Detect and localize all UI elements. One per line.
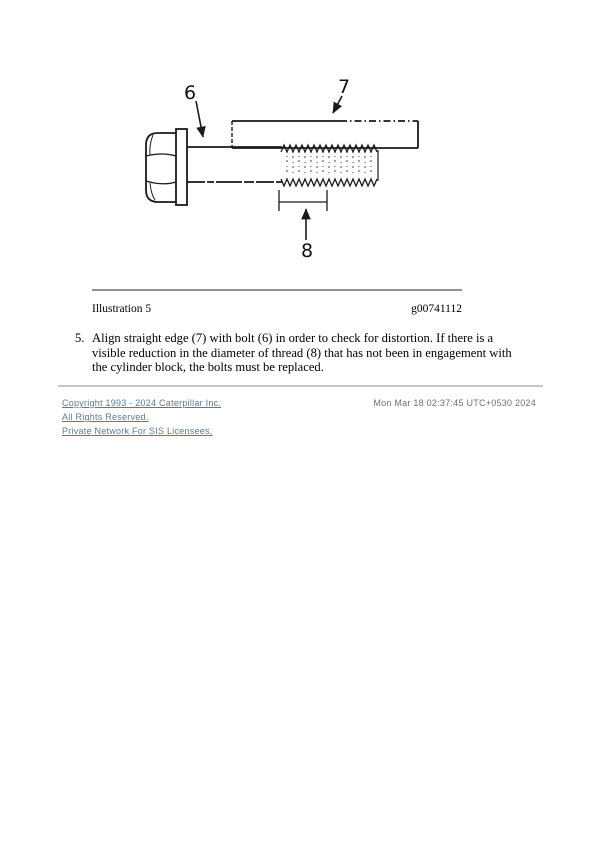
bolt-head: [146, 133, 176, 202]
footer-links: [62, 396, 221, 438]
sis-licensees-link[interactable]: Private Network For SIS Licensees.: [62, 426, 213, 436]
bolt-flange: [176, 129, 187, 205]
rights-reserved-link[interactable]: All Rights Reserved.: [62, 412, 149, 422]
thread-texture: [287, 156, 371, 176]
callout-8-label: 8: [301, 240, 314, 262]
footer-divider: [58, 385, 543, 387]
bolt-illustration: [0, 0, 600, 280]
figure-caption-row: [92, 303, 462, 315]
step-text: Align straight edge (7) with bolt (6) in order to check for distortion. If there is a visible reduction in the diameter of thread (8) that has not been in engagement with the cylinder block, the bolts must be replaced.: [92, 331, 512, 375]
copyright-link[interactable]: Copyright 1993 - 2024 Caterpillar Inc.: [62, 398, 222, 408]
instruction-step-5: [75, 331, 513, 375]
figure-divider: [92, 289, 462, 291]
callout-6-label: 6: [184, 82, 197, 104]
leader-arrow-7: [333, 96, 342, 113]
footer-timestamp: Mon Mar 18 02:37:45 UTC+0530 2024: [373, 398, 536, 408]
callout-7-label: 7: [338, 76, 351, 98]
figure-caption: Illustration 5: [92, 303, 152, 315]
bolt-threads: [281, 145, 378, 186]
thread-dimension-bracket: [279, 190, 327, 211]
leader-arrow-6: [196, 101, 203, 137]
figure-id: g00741112: [411, 303, 462, 315]
straight-edge: [232, 121, 418, 148]
bolt-shank: [187, 147, 282, 182]
step-number: 5.: [75, 331, 85, 345]
